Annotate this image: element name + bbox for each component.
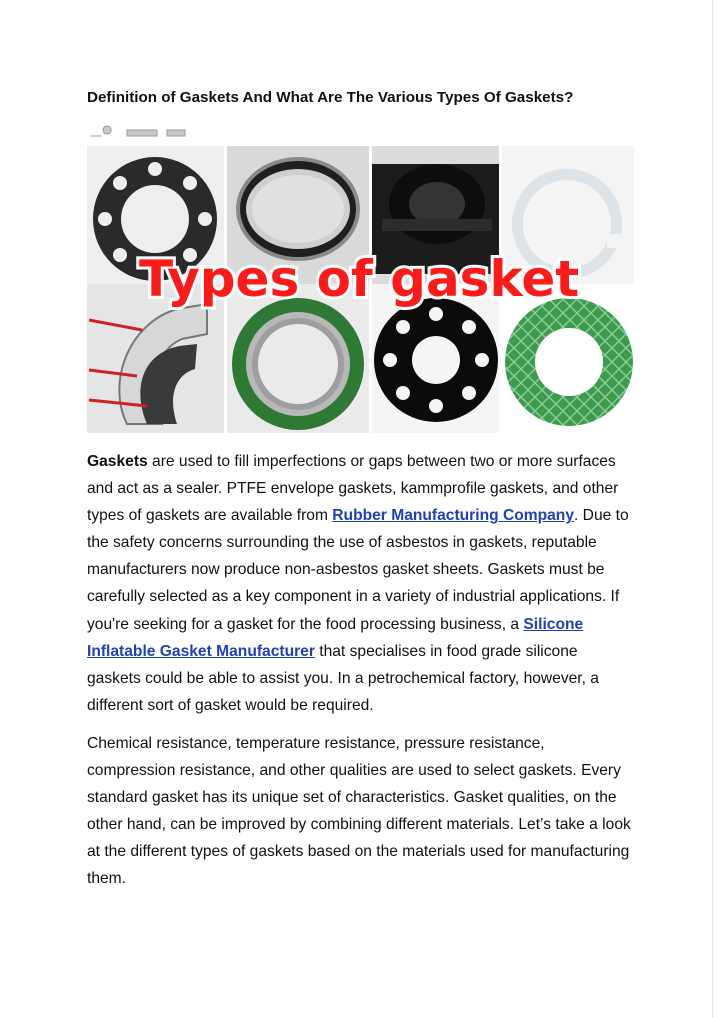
silicone-inflatable-link[interactable]: Silicone Inflatable Gasket Manufacturer [87,615,584,660]
page-edge [712,0,713,1018]
article-body [87,448,632,904]
paragraph-1-text-b: . Due to the safety concerns surrounding the use of asbestos in gaskets, reputable manufacturers now produce non-asbestos gasket sheets. Gaskets must be carefully selected as a key component in a variety of industrial applications. If you're seeking for a gasket for the food processing business, a [87,507,629,633]
paragraph-1 [87,448,632,719]
paragraph-1-text-c: that specialises in food grade silicone gaskets could be able to assist you. In a petrochemical factory, however, a different sort of gasket would be required. [87,642,599,714]
document-title: Definition of Gaskets And What Are The Various Types Of Gaskets? [87,89,574,106]
gasket-types-image [87,124,634,433]
image-overlay-text: Types of gasket [139,250,580,308]
rubber-manufacturing-link[interactable]: Rubber Manufacturing Company [332,507,575,525]
gaskets-term: Gaskets [87,453,148,470]
paragraph-2: Chemical resistance, temperature resistance, pressure resistance, compression resistance, and other qualities are used to select gaskets. Every standard gasket has its unique set of characteristics. Gasket qualities, on the other hand, can be improved by combining different materials. Let’s take a look at the different types of gaskets based on the materials used for manufacturing them. [87,734,631,888]
paragraph-1-text-a: are used to fill imperfections or gaps between two or more surfaces and act as a sealer. PTFE envelope gaskets, kammprofile gaskets, and other types of gaskets are available from [87,453,619,525]
